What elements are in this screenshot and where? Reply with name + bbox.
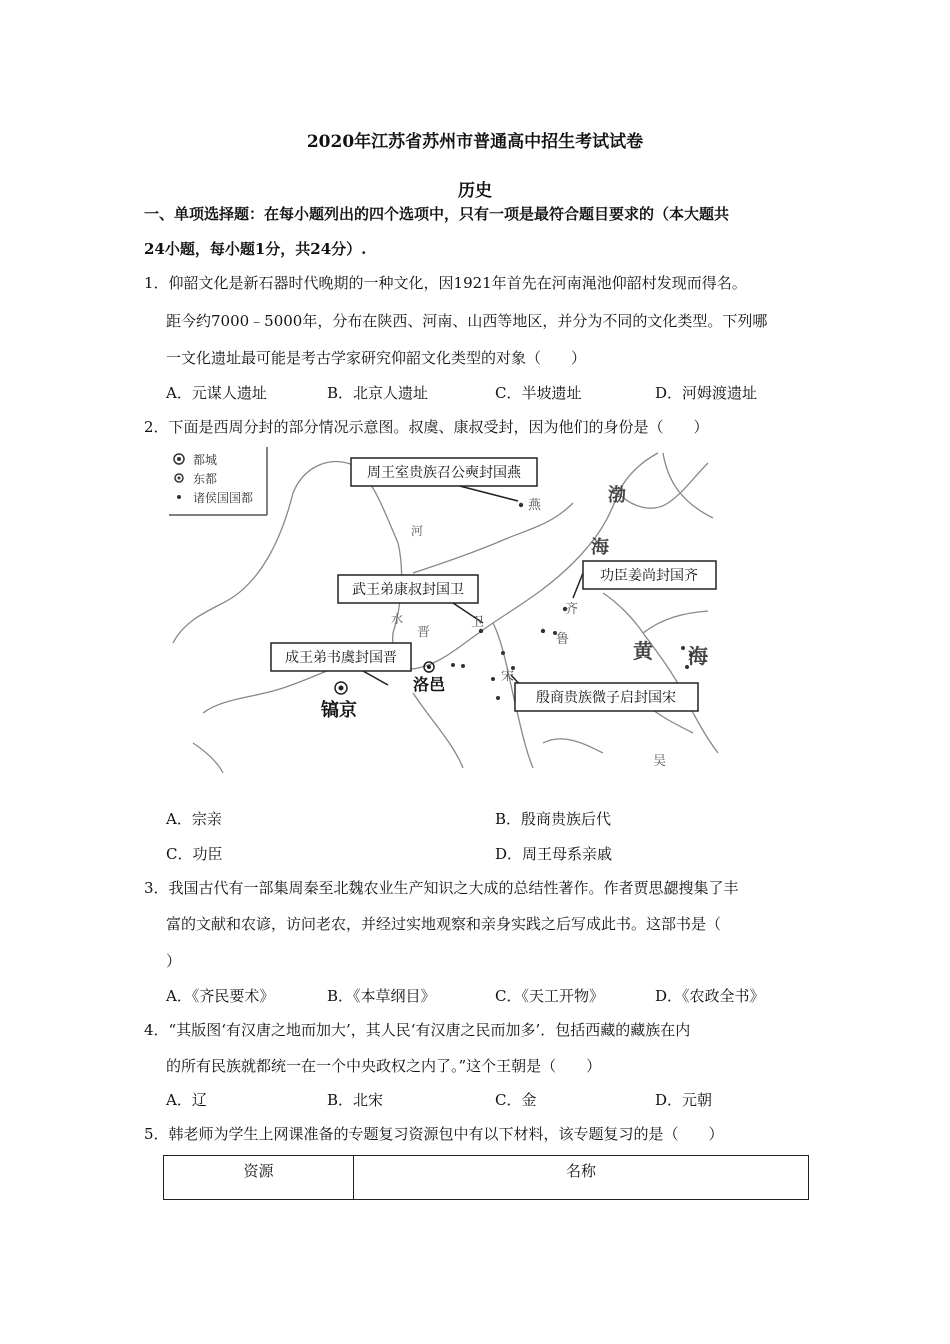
legend-east-capital: 东都 <box>193 472 218 486</box>
state-wu-label: 吴 <box>653 754 667 769</box>
legend-capital: 都城 <box>193 453 218 467</box>
sea-huang-label: 黄 <box>633 639 653 663</box>
q2-line1: 2．下面是西周分封的部分情况示意图。叔虞、康叔受封，因为他们的身份是（ ） <box>144 418 709 436</box>
q2-option-c: C．功臣 <box>166 845 223 863</box>
sea-bo-label: 渤 <box>608 485 626 506</box>
state-wei-label: 卫 <box>471 615 485 630</box>
river-shui-label: 水 <box>391 612 404 626</box>
q2-option-b: B．殷商贵族后代 <box>495 810 612 828</box>
q4-option-a: A．辽 <box>166 1091 207 1109</box>
q4-option-d: D．元朝 <box>655 1091 713 1109</box>
river-he-label: 河 <box>411 524 424 538</box>
q3-line3: ） <box>166 952 182 970</box>
box-yan-label: 周王室贵族召公奭封国燕 <box>367 465 521 481</box>
q1-option-b: B．北京人遗址 <box>327 384 429 402</box>
section-heading-line1: 一、单项选择题：在每小题列出的四个选项中，只有一项是最符合题目要求的（本大题共 <box>144 205 730 223</box>
table-header-name: 名称 <box>354 1156 809 1200</box>
box-song <box>511 675 698 711</box>
subject-title: 历史 <box>458 181 492 201</box>
q3-option-d: D．《农政全书》 <box>655 987 765 1005</box>
table-header-resource: 资源 <box>164 1156 354 1200</box>
sea-hai-label: 海 <box>591 537 609 558</box>
state-jin-label: 晋 <box>417 625 431 640</box>
legend-vassal-capital: 诸侯国国都 <box>193 491 254 505</box>
q3-option-a: A．《齐民要术》 <box>166 987 275 1005</box>
map-lines <box>173 453 718 773</box>
box-qi <box>573 561 716 598</box>
box-song-label: 殷商贵族微子启封国宋 <box>536 690 676 706</box>
box-wei-label: 武王弟康叔封国卫 <box>352 582 464 598</box>
box-jin-label: 成王弟书虞封国晋 <box>285 650 397 666</box>
q4-line2: 的所有民族就都统一在一个中央政权之内了。”这个王朝是（ ） <box>166 1057 602 1075</box>
city-luoyi <box>413 662 445 694</box>
state-song-label: 宋 <box>501 669 515 684</box>
box-yan <box>351 458 537 501</box>
box-jin <box>271 643 411 685</box>
q2-option-d: D．周王母系亲戚 <box>495 845 613 863</box>
city-luoyi-label: 洛邑 <box>413 675 446 694</box>
resource-table <box>163 1155 809 1200</box>
box-wei <box>338 575 483 623</box>
box-qi-label: 功臣姜尚封国齐 <box>600 568 698 584</box>
q1-option-d: D．河姆渡遗址 <box>655 384 758 402</box>
q4-option-c: C．金 <box>495 1091 537 1109</box>
section-heading-line2: 24小题，每小题1分，共24分）. <box>144 240 367 258</box>
q1-line2: 距今约7000﹣5000年，分布在陕西、河南、山西等地区，并分为不同的文化类型。下列哪 <box>166 312 768 330</box>
q3-line2: 富的文献和农谚，访问老农，并经过实地观察和亲身实践之后写成此书。这部书是（ <box>166 915 722 933</box>
q4-option-b: B．北宋 <box>327 1091 384 1109</box>
sea-hai2-label: 海 <box>688 644 708 668</box>
map-legend <box>169 447 267 515</box>
q3-option-b: B．《本草纲目》 <box>327 987 436 1005</box>
q4-line1: 4．“其版图‘有汉唐之地而加大’，其人民‘有汉唐之民而加多’．包括西藏的藏族在内 <box>144 1021 691 1039</box>
q3-line1: 3．我国古代有一部集周秦至北魏农业生产知识之大成的总结性著作。作者贾思勰搜集了丰 <box>144 879 739 897</box>
western-zhou-fief-map <box>163 443 733 778</box>
state-yan-label: 燕 <box>528 498 542 513</box>
table-row <box>164 1156 809 1200</box>
exam-title: 2020年江苏省苏州市普通高中招生考试试卷 <box>306 132 644 152</box>
q1-option-c: C．半坡遗址 <box>495 384 582 402</box>
state-qi-label: 齐 <box>565 602 579 617</box>
state-lu-label: 鲁 <box>556 632 570 647</box>
q1-option-a: A．元谋人遗址 <box>166 384 267 402</box>
q3-option-c: C．《天工开物》 <box>495 987 604 1005</box>
city-haojing <box>321 682 357 721</box>
city-haojing-label: 镐京 <box>321 700 357 721</box>
q1-line1: 1．仰韶文化是新石器时代晚期的一种文化，因1921年首先在河南渑池仰韶村发现而得名。 <box>144 274 747 292</box>
q2-option-a: A．宗亲 <box>166 810 222 828</box>
q1-line3: 一文化遗址最可能是考古学家研究仰韶文化类型的对象（ ） <box>166 349 587 367</box>
q5-line1: 5．韩老师为学生上网课准备的专题复习资源包中有以下材料，该专题复习的是（ ） <box>144 1125 724 1143</box>
